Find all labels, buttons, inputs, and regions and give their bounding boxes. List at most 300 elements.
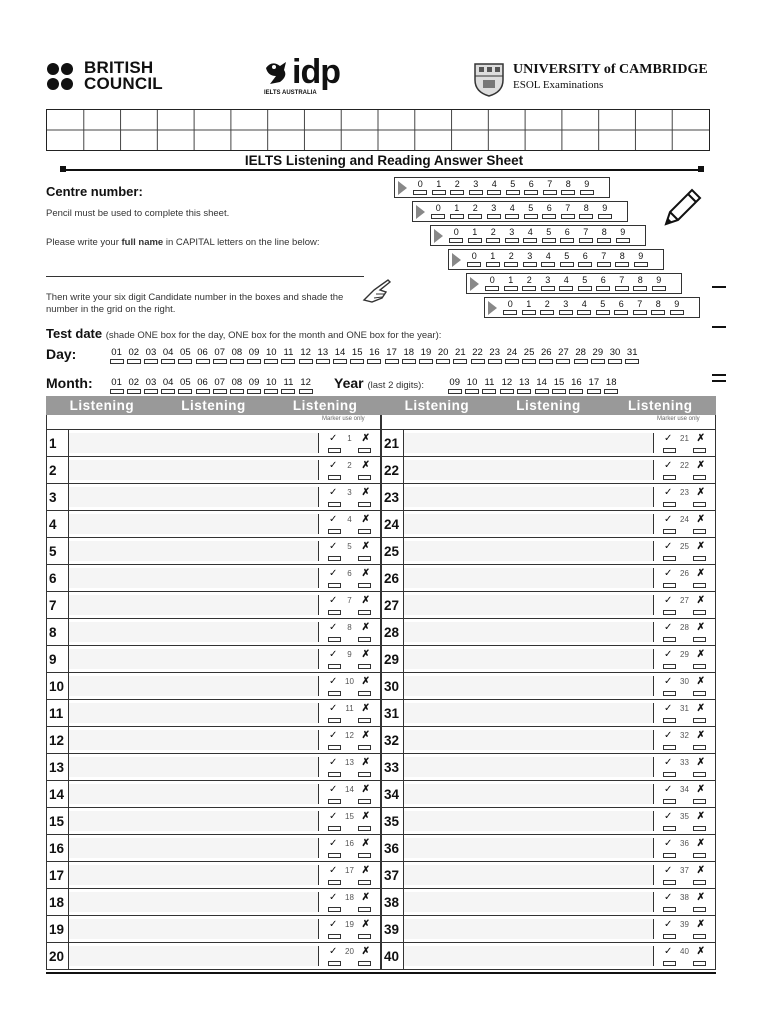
question-number: 23 [382, 484, 404, 510]
tick-icon: ✓ [329, 730, 338, 741]
bc-line1: BRITISH [84, 58, 154, 77]
candidate-digit-option[interactable]: 4 [503, 204, 522, 219]
question-number: 19 [47, 916, 69, 942]
correct-shade-box[interactable] [663, 502, 676, 507]
correct-shade-box[interactable] [328, 475, 341, 480]
correct-shade-box[interactable] [663, 475, 676, 480]
answer-field[interactable] [69, 622, 319, 642]
incorrect-shade-box[interactable] [693, 583, 706, 588]
answer-field[interactable] [404, 811, 654, 831]
year-option[interactable]: 18 [603, 377, 620, 394]
candidate-digit-option[interactable]: 5 [594, 300, 613, 315]
british-council-dots-logo [46, 62, 80, 92]
day-option[interactable]: 08 [228, 347, 245, 364]
year-label [334, 375, 424, 391]
candidate-digit-option[interactable]: 9 [578, 180, 597, 195]
answer-field[interactable] [69, 892, 319, 912]
month-option[interactable]: 03 [142, 377, 159, 394]
candidate-digit-option[interactable]: 0 [465, 252, 484, 267]
answer-field[interactable] [404, 649, 654, 669]
correct-shade-box[interactable] [663, 826, 676, 831]
incorrect-shade-box[interactable] [693, 853, 706, 858]
correct-shade-box[interactable] [663, 448, 676, 453]
month-option[interactable]: 06 [194, 377, 211, 394]
listening-header-label: Listening [181, 398, 246, 413]
correct-shade-box[interactable] [663, 853, 676, 858]
correct-shade-box[interactable] [663, 610, 676, 615]
candidate-digit-option[interactable]: 6 [522, 180, 541, 195]
month-option[interactable]: 12 [297, 377, 314, 394]
correct-shade-box[interactable] [328, 583, 341, 588]
candidate-digit-option[interactable]: 8 [577, 204, 596, 219]
answer-row [47, 699, 380, 726]
candidate-digit-option[interactable]: 0 [447, 228, 466, 243]
incorrect-shade-box[interactable] [693, 961, 706, 966]
day-option[interactable]: 22 [469, 347, 486, 364]
correct-shade-box[interactable] [328, 691, 341, 696]
candidate-digit-option[interactable]: 0 [483, 276, 502, 291]
candidate-digit-option[interactable]: 7 [595, 252, 614, 267]
marker-box [319, 727, 380, 753]
answer-field[interactable] [69, 487, 319, 507]
incorrect-shade-box[interactable] [358, 664, 371, 669]
day-option[interactable]: 21 [452, 347, 469, 364]
month-option[interactable]: 08 [228, 377, 245, 394]
candidate-digit-option[interactable]: 3 [521, 252, 540, 267]
year-option[interactable]: 16 [568, 377, 585, 394]
candidate-digit-option[interactable]: 8 [559, 180, 578, 195]
day-option[interactable]: 07 [211, 347, 228, 364]
marker-question-number: 9 [347, 650, 352, 659]
british-council-logo-text [84, 60, 163, 92]
incorrect-shade-box[interactable] [693, 664, 706, 669]
incorrect-shade-box[interactable] [358, 556, 371, 561]
fullname-note-bold: full name [121, 237, 164, 248]
correct-shade-box[interactable] [328, 853, 341, 858]
candidate-digit-option[interactable]: 2 [448, 180, 467, 195]
tick-icon: ✓ [329, 865, 338, 876]
candidate-digit-option[interactable]: 4 [557, 276, 576, 291]
question-number: 4 [47, 511, 69, 537]
incorrect-shade-box[interactable] [358, 502, 371, 507]
day-label: Day: [46, 346, 77, 362]
marker-box [654, 592, 715, 618]
answer-row [382, 564, 715, 591]
correct-shade-box[interactable] [328, 826, 341, 831]
incorrect-shade-box[interactable] [358, 907, 371, 912]
correct-shade-box[interactable] [328, 961, 341, 966]
answer-field[interactable] [69, 649, 319, 669]
tick-icon: ✓ [329, 460, 338, 471]
candidate-digit-option[interactable]: 8 [631, 276, 650, 291]
incorrect-shade-box[interactable] [358, 583, 371, 588]
day-option[interactable]: 30 [606, 347, 623, 364]
answer-field[interactable] [69, 433, 319, 453]
question-number: 1 [47, 430, 69, 456]
year-hint: (last 2 digits): [367, 380, 424, 391]
correct-shade-box[interactable] [663, 934, 676, 939]
answer-field[interactable] [404, 703, 654, 723]
correct-shade-box[interactable] [328, 772, 341, 777]
incorrect-shade-box[interactable] [358, 745, 371, 750]
question-number: 5 [47, 538, 69, 564]
day-option[interactable]: 06 [194, 347, 211, 364]
title-rule [60, 169, 704, 171]
incorrect-shade-box[interactable] [693, 448, 706, 453]
marker-box [654, 673, 715, 699]
tick-icon: ✓ [664, 730, 673, 741]
month-option[interactable]: 07 [211, 377, 228, 394]
answer-field[interactable] [69, 811, 319, 831]
incorrect-shade-box[interactable] [358, 529, 371, 534]
day-option[interactable]: 29 [589, 347, 606, 364]
day-option[interactable]: 05 [177, 347, 194, 364]
year-option[interactable]: 12 [498, 377, 515, 394]
year-option[interactable]: 17 [585, 377, 602, 394]
cambridge-logo-title: UNIVERSITY of CAMBRIDGE [513, 62, 708, 77]
month-option[interactable]: 05 [177, 377, 194, 394]
incorrect-shade-box[interactable] [358, 853, 371, 858]
answer-field[interactable] [69, 541, 319, 561]
day-option[interactable]: 13 [314, 347, 331, 364]
answer-field[interactable] [404, 892, 654, 912]
candidate-digit-option[interactable]: 9 [632, 252, 651, 267]
day-option[interactable]: 03 [142, 347, 159, 364]
month-option[interactable]: 10 [263, 377, 280, 394]
correct-shade-box[interactable] [328, 745, 341, 750]
answer-row [382, 645, 715, 672]
incorrect-shade-box[interactable] [693, 529, 706, 534]
answer-field[interactable] [404, 460, 654, 480]
answer-row [382, 834, 715, 861]
correct-shade-box[interactable] [328, 718, 341, 723]
full-name-line[interactable] [46, 276, 364, 277]
day-option[interactable]: 19 [417, 347, 434, 364]
answer-field[interactable] [404, 595, 654, 615]
incorrect-shade-box[interactable] [358, 934, 371, 939]
incorrect-shade-box[interactable] [358, 880, 371, 885]
answer-field[interactable] [69, 676, 319, 696]
day-option[interactable]: 31 [624, 347, 641, 364]
incorrect-shade-box[interactable] [358, 799, 371, 804]
incorrect-shade-box[interactable] [693, 610, 706, 615]
year-option[interactable]: 14 [533, 377, 550, 394]
incorrect-shade-box[interactable] [358, 826, 371, 831]
incorrect-shade-box[interactable] [693, 934, 706, 939]
correct-shade-box[interactable] [328, 556, 341, 561]
answer-field[interactable] [404, 622, 654, 642]
candidate-digit-option[interactable]: 7 [541, 180, 560, 195]
candidate-digit-option[interactable]: 6 [594, 276, 613, 291]
incorrect-shade-box[interactable] [358, 772, 371, 777]
candidate-digit-option[interactable]: 1 [484, 252, 503, 267]
candidate-digit-option[interactable]: 5 [504, 180, 523, 195]
candidate-digit-option[interactable]: 8 [613, 252, 632, 267]
name-entry-grid[interactable] [46, 109, 710, 151]
day-option[interactable]: 17 [383, 347, 400, 364]
correct-shade-box[interactable] [328, 610, 341, 615]
candidate-digit-option[interactable]: 3 [485, 204, 504, 219]
candidate-digit-option[interactable]: 6 [612, 300, 631, 315]
day-option[interactable]: 23 [486, 347, 503, 364]
candidate-digit-option[interactable]: 9 [614, 228, 633, 243]
answer-field[interactable] [404, 568, 654, 588]
question-number: 16 [47, 835, 69, 861]
year-option[interactable]: 15 [550, 377, 567, 394]
candidate-digit-option[interactable]: 2 [484, 228, 503, 243]
correct-shade-box[interactable] [663, 718, 676, 723]
answer-field[interactable] [404, 946, 654, 966]
candidate-digit-option[interactable]: 8 [649, 300, 668, 315]
candidate-digit-option[interactable]: 4 [539, 252, 558, 267]
answer-field[interactable] [404, 487, 654, 507]
tick-icon: ✓ [664, 541, 673, 552]
day-option[interactable]: 09 [246, 347, 263, 364]
incorrect-shade-box[interactable] [693, 772, 706, 777]
incorrect-shade-box[interactable] [693, 880, 706, 885]
candidate-digit-option[interactable]: 3 [467, 180, 486, 195]
correct-shade-box[interactable] [328, 907, 341, 912]
listening-header-label: Listening [627, 398, 693, 413]
correct-shade-box[interactable] [663, 772, 676, 777]
day-option[interactable]: 02 [125, 347, 142, 364]
marker-use-only-note: Marker use only [322, 416, 365, 422]
correct-shade-box[interactable] [663, 691, 676, 696]
year-option[interactable]: 11 [481, 377, 498, 394]
answer-field[interactable] [404, 919, 654, 939]
day-option[interactable]: 27 [555, 347, 572, 364]
answer-field[interactable] [69, 784, 319, 804]
correct-shade-box[interactable] [663, 664, 676, 669]
candidate-digit-option[interactable]: 5 [558, 252, 577, 267]
correct-shade-box[interactable] [328, 637, 341, 642]
answer-field[interactable] [69, 838, 319, 858]
year-option[interactable]: 13 [516, 377, 533, 394]
answer-field[interactable] [404, 838, 654, 858]
correct-shade-box[interactable] [663, 907, 676, 912]
marker-question-number: 12 [345, 731, 354, 740]
candidate-digit-option[interactable]: 7 [559, 204, 578, 219]
answer-field[interactable] [404, 757, 654, 777]
question-number: 36 [382, 835, 404, 861]
day-option[interactable]: 01 [108, 347, 125, 364]
answer-row [382, 888, 715, 915]
incorrect-shade-box[interactable] [358, 610, 371, 615]
cross-icon: ✗ [361, 784, 370, 795]
candidate-digit-option[interactable]: 0 [411, 180, 430, 195]
candidate-digit-option[interactable]: 5 [522, 204, 541, 219]
question-number: 27 [382, 592, 404, 618]
incorrect-shade-box[interactable] [693, 475, 706, 480]
day-option[interactable]: 16 [366, 347, 383, 364]
answer-field[interactable] [69, 919, 319, 939]
answer-field[interactable] [69, 595, 319, 615]
incorrect-shade-box[interactable] [693, 556, 706, 561]
marker-box [654, 646, 715, 672]
correct-shade-box[interactable] [663, 637, 676, 642]
incorrect-shade-box[interactable] [693, 907, 706, 912]
day-option[interactable]: 18 [400, 347, 417, 364]
marker-box [319, 457, 380, 483]
day-option[interactable]: 11 [280, 347, 297, 364]
day-option[interactable]: 28 [572, 347, 589, 364]
candidate-digit-option[interactable]: 7 [577, 228, 596, 243]
day-option[interactable]: 12 [297, 347, 314, 364]
year-option[interactable]: 10 [463, 377, 480, 394]
incorrect-shade-box[interactable] [693, 637, 706, 642]
candidate-digit-option[interactable]: 1 [430, 180, 449, 195]
answer-row [382, 753, 715, 780]
candidate-digit-option[interactable]: 9 [596, 204, 615, 219]
candidate-digit-option[interactable]: 3 [539, 276, 558, 291]
incorrect-shade-box[interactable] [358, 961, 371, 966]
incorrect-shade-box[interactable] [693, 691, 706, 696]
marker-box [319, 673, 380, 699]
answer-field[interactable] [404, 730, 654, 750]
correct-shade-box[interactable] [663, 583, 676, 588]
candidate-digit-option[interactable]: 5 [540, 228, 559, 243]
incorrect-shade-box[interactable] [693, 502, 706, 507]
incorrect-shade-box[interactable] [358, 637, 371, 642]
answer-field[interactable] [404, 541, 654, 561]
year-option[interactable]: 09 [446, 377, 463, 394]
correct-shade-box[interactable] [328, 934, 341, 939]
candidate-digit-option[interactable]: 6 [540, 204, 559, 219]
candidate-digit-option[interactable]: 4 [575, 300, 594, 315]
marker-box [654, 862, 715, 888]
candidate-digit-option[interactable]: 1 [502, 276, 521, 291]
incorrect-shade-box[interactable] [358, 448, 371, 453]
candidate-digit-option[interactable]: 4 [521, 228, 540, 243]
month-option[interactable]: 01 [108, 377, 125, 394]
month-option[interactable]: 09 [246, 377, 263, 394]
candidate-digit-option[interactable]: 9 [668, 300, 687, 315]
answer-field[interactable] [69, 703, 319, 723]
candidate-digit-option[interactable]: 1 [520, 300, 539, 315]
candidate-digit-option[interactable]: 8 [595, 228, 614, 243]
candidate-digit-option[interactable]: 4 [485, 180, 504, 195]
marker-box [654, 808, 715, 834]
candidate-digit-option[interactable]: 3 [557, 300, 576, 315]
answer-field[interactable] [404, 784, 654, 804]
answer-column-left [46, 415, 381, 969]
incorrect-shade-box[interactable] [358, 691, 371, 696]
correct-shade-box[interactable] [328, 448, 341, 453]
incorrect-shade-box[interactable] [693, 826, 706, 831]
question-number: 31 [382, 700, 404, 726]
candidate-digit-option[interactable]: 7 [631, 300, 650, 315]
candidate-digit-option[interactable]: 6 [558, 228, 577, 243]
answer-field[interactable] [69, 946, 319, 966]
correct-shade-box[interactable] [663, 745, 676, 750]
question-number: 39 [382, 916, 404, 942]
listening-header-label: Listening [69, 398, 135, 413]
correct-shade-box[interactable] [328, 529, 341, 534]
question-number: 26 [382, 565, 404, 591]
cross-icon: ✗ [696, 514, 705, 525]
candidate-digit-option[interactable]: 2 [466, 204, 485, 219]
correct-shade-box[interactable] [328, 799, 341, 804]
correct-shade-box[interactable] [328, 664, 341, 669]
incorrect-shade-box[interactable] [358, 475, 371, 480]
candidate-digit-option[interactable]: 6 [576, 252, 595, 267]
answer-row [382, 456, 715, 483]
marker-box [319, 619, 380, 645]
day-option[interactable]: 15 [349, 347, 366, 364]
tick-icon: ✓ [664, 649, 673, 660]
answer-field[interactable] [69, 757, 319, 777]
question-number: 34 [382, 781, 404, 807]
day-option[interactable]: 14 [331, 347, 348, 364]
question-number: 15 [47, 808, 69, 834]
candidate-digit-option[interactable]: 9 [650, 276, 669, 291]
row-arrow-icon [470, 277, 479, 291]
candidate-digit-option[interactable]: 2 [502, 252, 521, 267]
pointing-hand-icon [360, 276, 394, 306]
candidate-digit-option[interactable]: 7 [613, 276, 632, 291]
answer-field[interactable] [69, 865, 319, 885]
marker-box [654, 835, 715, 861]
month-option[interactable]: 04 [160, 377, 177, 394]
marker-box [654, 430, 715, 456]
month-option[interactable]: 11 [280, 377, 297, 394]
marker-question-number: 26 [680, 569, 689, 578]
month-option[interactable]: 02 [125, 377, 142, 394]
candidate-digit-option[interactable]: 1 [448, 204, 467, 219]
cross-icon: ✗ [361, 703, 370, 714]
candidate-digit-option[interactable]: 5 [576, 276, 595, 291]
marker-box [319, 943, 380, 969]
cross-icon: ✗ [361, 892, 370, 903]
marker-question-number: 24 [680, 515, 689, 524]
correct-shade-box[interactable] [663, 556, 676, 561]
correct-shade-box[interactable] [663, 529, 676, 534]
answer-field[interactable] [69, 568, 319, 588]
correct-shade-box[interactable] [663, 961, 676, 966]
answer-field[interactable] [69, 514, 319, 534]
answer-field[interactable] [69, 460, 319, 480]
incorrect-shade-box[interactable] [693, 745, 706, 750]
day-option[interactable]: 04 [160, 347, 177, 364]
candidate-digit-option[interactable]: 0 [429, 204, 448, 219]
day-option[interactable]: 26 [538, 347, 555, 364]
answer-row [382, 915, 715, 942]
answer-field[interactable] [404, 433, 654, 453]
day-option[interactable]: 25 [521, 347, 538, 364]
candidate-digit-option[interactable]: 1 [466, 228, 485, 243]
correct-shade-box[interactable] [328, 880, 341, 885]
answer-field[interactable] [404, 676, 654, 696]
candidate-digit-option[interactable]: 0 [501, 300, 520, 315]
candidate-digit-option[interactable]: 2 [538, 300, 557, 315]
candidate-digit-option[interactable]: 3 [503, 228, 522, 243]
day-option[interactable]: 10 [263, 347, 280, 364]
day-option[interactable]: 24 [503, 347, 520, 364]
incorrect-shade-box[interactable] [358, 718, 371, 723]
incorrect-shade-box[interactable] [693, 718, 706, 723]
correct-shade-box[interactable] [328, 502, 341, 507]
candidate-number-note: Then write your six digit Candidate number in the boxes and shade the number in the grid on the right. [46, 292, 344, 315]
correct-shade-box[interactable] [663, 880, 676, 885]
answer-field[interactable] [69, 730, 319, 750]
correct-shade-box[interactable] [663, 799, 676, 804]
answer-field[interactable] [404, 514, 654, 534]
incorrect-shade-box[interactable] [693, 799, 706, 804]
day-option[interactable]: 20 [435, 347, 452, 364]
answer-field[interactable] [404, 865, 654, 885]
candidate-digit-option[interactable]: 2 [520, 276, 539, 291]
tick-icon: ✓ [329, 811, 338, 822]
